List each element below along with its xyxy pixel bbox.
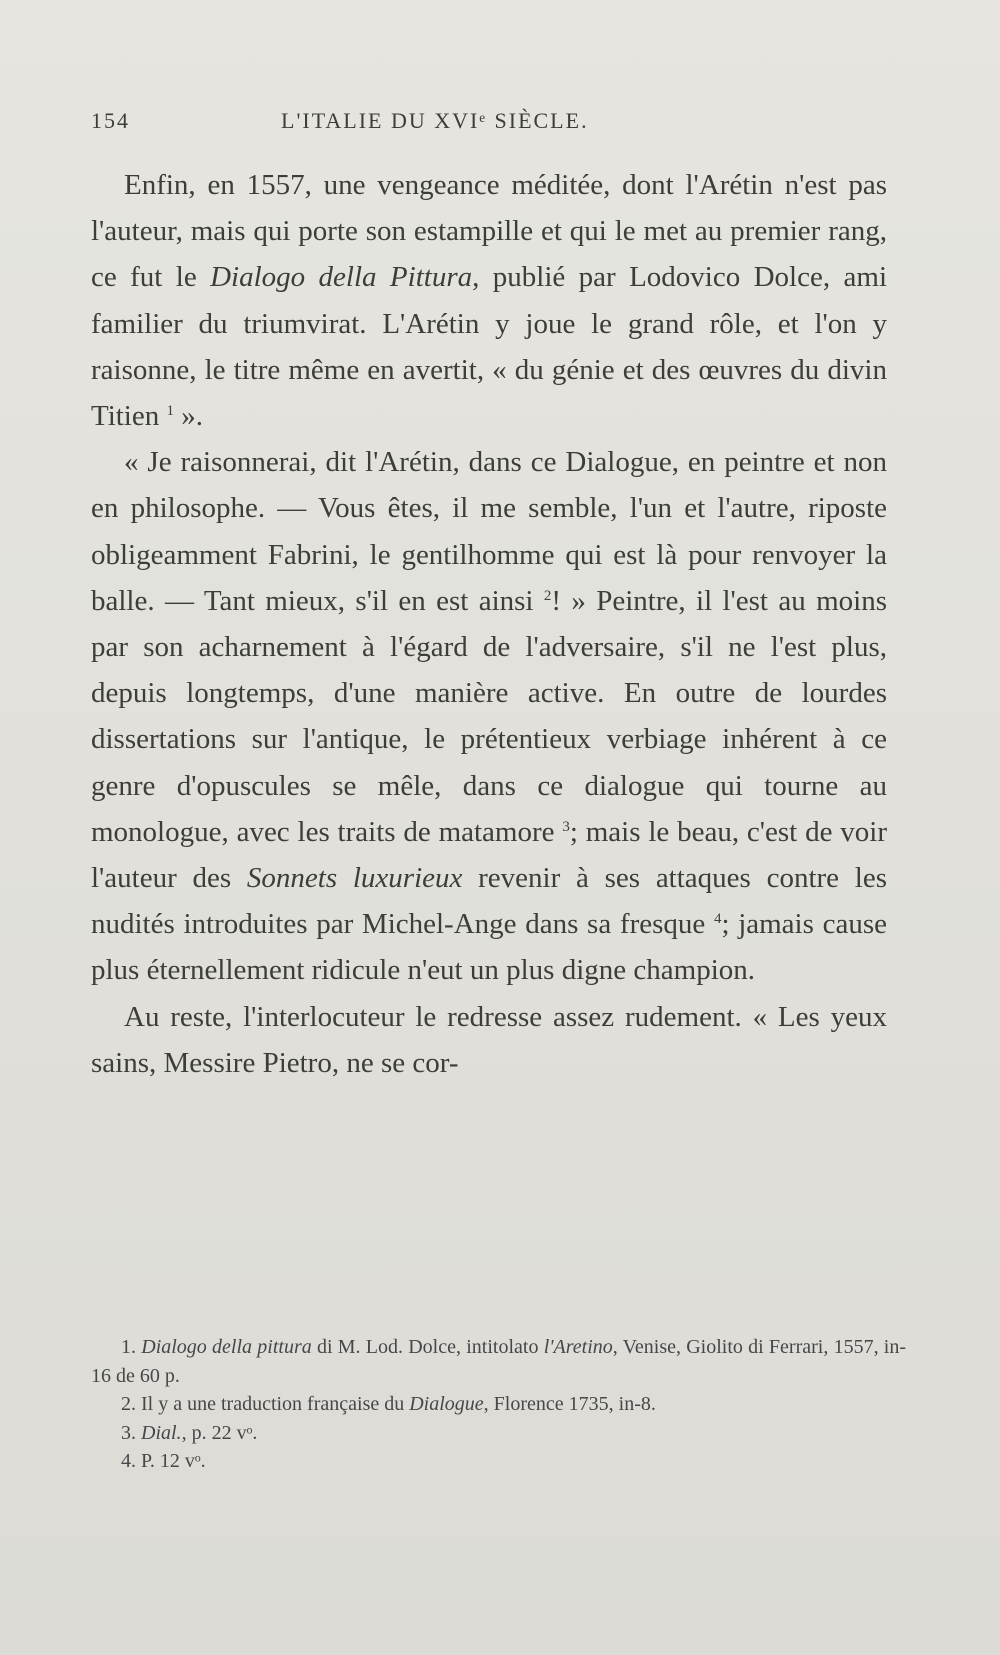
italic-title: Dialogue <box>409 1393 484 1415</box>
page-header <box>91 100 891 140</box>
text-run: P. 12 vᵒ. <box>141 1450 206 1472</box>
footnote-ref-1: 1 <box>166 403 174 420</box>
footnote-1 <box>91 1333 906 1390</box>
italic-title: l'Aretino <box>543 1336 613 1358</box>
footnote-2 <box>91 1390 906 1419</box>
footnote-3 <box>91 1419 906 1448</box>
paragraph-1 <box>91 162 887 439</box>
text-run: ! » Peintre, il l'est au moins par son acharnement à l'égard de l'adversaire, s'il ne l'est plus, depuis longtemps, d'une manière active. En outre de lourdes dissertations sur l'antique, le prétentieux verbiage inhérent à ce genre d'opuscules se mêle, dans ce dialogue qui tourne au monologue, avec les traits de matamore <box>91 584 887 848</box>
italic-title: Dial. <box>141 1421 182 1444</box>
text-run: ; mais le beau, c'est de voir l'auteur des <box>91 815 887 895</box>
text-run: , Florence 1735, in-8. <box>483 1393 656 1415</box>
footnote-4 <box>91 1447 906 1476</box>
italic-title: Dialogo della pittura <box>141 1336 312 1358</box>
body-text <box>91 162 887 1086</box>
text-run: Enfin, en 1557, une vengeance méditée, dont l'Arétin n'est pas l'auteur, mais qui porte son estampille et qui le met au premier rang, ce fut le <box>91 169 887 294</box>
text-run: di M. Lod. Dolce, intitolato <box>311 1336 544 1358</box>
footnote-number: 3. <box>121 1421 141 1444</box>
text-run: revenir à ses attaques contre les nudités introduites par Michel-Ange dans sa fresque <box>91 862 887 941</box>
italic-title: Dialogo della Pittura <box>210 261 473 294</box>
footnote-number: 1. <box>121 1336 142 1358</box>
running-title: L'ITALIE DU XVIᵉ SIÈCLE. <box>281 108 589 133</box>
text-run: Au reste, l'interlocuteur le redresse assez rudement. « Les yeux sains, Messire Pietro, ne se cor- <box>91 1000 887 1079</box>
paragraph-2 <box>91 439 887 993</box>
text-run: , Venise, Giolito di Ferrari, 1557, in-16 de 60 p. <box>91 1336 907 1387</box>
page-number: 154 <box>91 108 130 133</box>
footnotes <box>91 1333 906 1476</box>
footnote-number: 2. <box>121 1393 141 1415</box>
footnote-ref-3: 3 <box>562 818 570 835</box>
text-run: Il y a une traduction française du <box>141 1393 410 1415</box>
footnote-number: 4. <box>121 1450 141 1472</box>
text-run: ; jamais cause plus éternellement ridicule n'eut un plus digne champion. <box>91 908 887 987</box>
text-run: ». <box>174 400 203 433</box>
italic-title: Sonnets luxurieux <box>246 862 463 895</box>
footnote-ref-4: 4 <box>713 911 722 928</box>
footnote-ref-2: 2 <box>543 587 552 604</box>
text-run: , publié par Lodovico Dolce, ami familier du triumvirat. L'Arétin y joue le grand rôle, et l'on y raisonne, le titre même en avertit, « du génie et des œuvres du divin Titien <box>91 261 887 433</box>
text-run: « Je raisonnerai, dit l'Arétin, dans ce Dialogue, en peintre et non en philosophe. — Vous êtes, il me semble, l'un et l'autre, riposte obligeamment Fabrini, le gentilhomme qui est là pour renvoyer la balle. — Tant mieux, s'il en est ainsi <box>91 446 887 617</box>
paragraph-3 <box>91 994 887 1086</box>
text-run: , p. 22 vᵒ. <box>181 1421 258 1444</box>
